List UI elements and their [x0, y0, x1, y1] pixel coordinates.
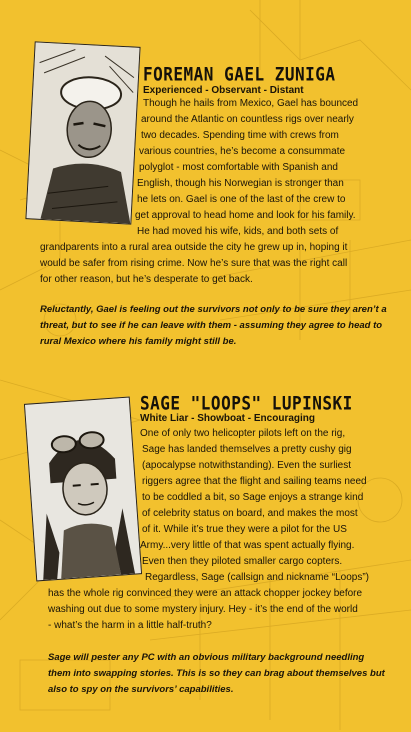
foreman-traits: Experienced - Observant - Distant — [143, 85, 304, 96]
pilot-traits: White Liar - Showboat - Encouraging — [140, 413, 315, 424]
bio-line: riggers agree that the flight and sailing teams need — [142, 476, 367, 487]
bio-line: would be safer from rising crime. Now he’s sure that was the right call — [40, 258, 348, 269]
bio-line: he lets on. Gael is one of the last of the crew to — [137, 194, 346, 205]
bio-line: of it. While it’s true they were a pilot for the US — [142, 524, 347, 535]
bio-line: two decades. Spending time with crews from — [141, 130, 339, 141]
bio-line: Sage has landed themselves a pretty cushy gig — [142, 444, 352, 455]
bio-line: One of only two helicopter pilots left on the rig, — [140, 428, 346, 439]
bio-line: grandparents into a rural area outside the city he grew up in, hoping it — [40, 242, 348, 253]
pilot-portrait-image — [24, 397, 142, 582]
note-line: also to spy on the survivors’ capabilities. — [48, 684, 234, 695]
bio-line: get approval to head home and look for his family. — [135, 210, 356, 221]
note-line: Sage will pester any PC with an obvious military background needling — [48, 652, 365, 663]
bio-line: around the Atlantic on countless rigs over nearly — [141, 114, 354, 125]
bio-line: washing out due to some mystery injury. Hey - it’s the end of the world — [48, 604, 358, 615]
bio-line: various countries, he’s become a consummate — [139, 146, 346, 157]
bio-line: Even then they piloted smaller cargo copters. — [142, 556, 343, 567]
bio-line: Army...very little of that was spent actually flying. — [140, 540, 355, 551]
pilot-name: SAGE "LOOPS" LUPINSKI — [140, 392, 353, 414]
foreman-name: FOREMAN GAEL ZUNIGA — [143, 63, 336, 85]
note-line: threat, but to see if he can leave with them - assuming they agree to head to — [40, 320, 383, 331]
bio-line: polyglot - most comfortable with Spanish and — [139, 162, 338, 173]
bio-line: English, though his Norwegian is stronger than — [137, 178, 344, 189]
bio-line: He had moved his wife, kids, and both sets of — [137, 226, 339, 237]
note-line: them into swapping stories. This is so they can brag about themselves but — [48, 668, 385, 679]
bio-line: (apocalypse notwithstanding). Even the surliest — [142, 460, 352, 471]
bio-line: of celebrity status on board, and makes the most — [142, 508, 358, 519]
bio-line: Though he hails from Mexico, Gael has bounced — [143, 98, 359, 109]
note-line: rural Mexico where his family might still be. — [40, 336, 237, 347]
bio-line: has the whole rig convinced they were an attack chopper jockey before — [48, 588, 363, 599]
bio-line: to be coddled a bit, so Sage enjoys a strange kind — [142, 492, 364, 503]
bio-line: - what’s the harm in a little half-truth? — [48, 620, 212, 631]
note-line: Reluctantly, Gael is feeling out the survivors not only to be sure they aren’t a — [40, 304, 387, 315]
foreman-portrait-image — [25, 41, 140, 224]
bio-line: Regardless, Sage (callsign and nickname “Loops”) — [145, 572, 370, 583]
bio-line: for other reason, but he’s desperate to get back. — [40, 274, 253, 285]
